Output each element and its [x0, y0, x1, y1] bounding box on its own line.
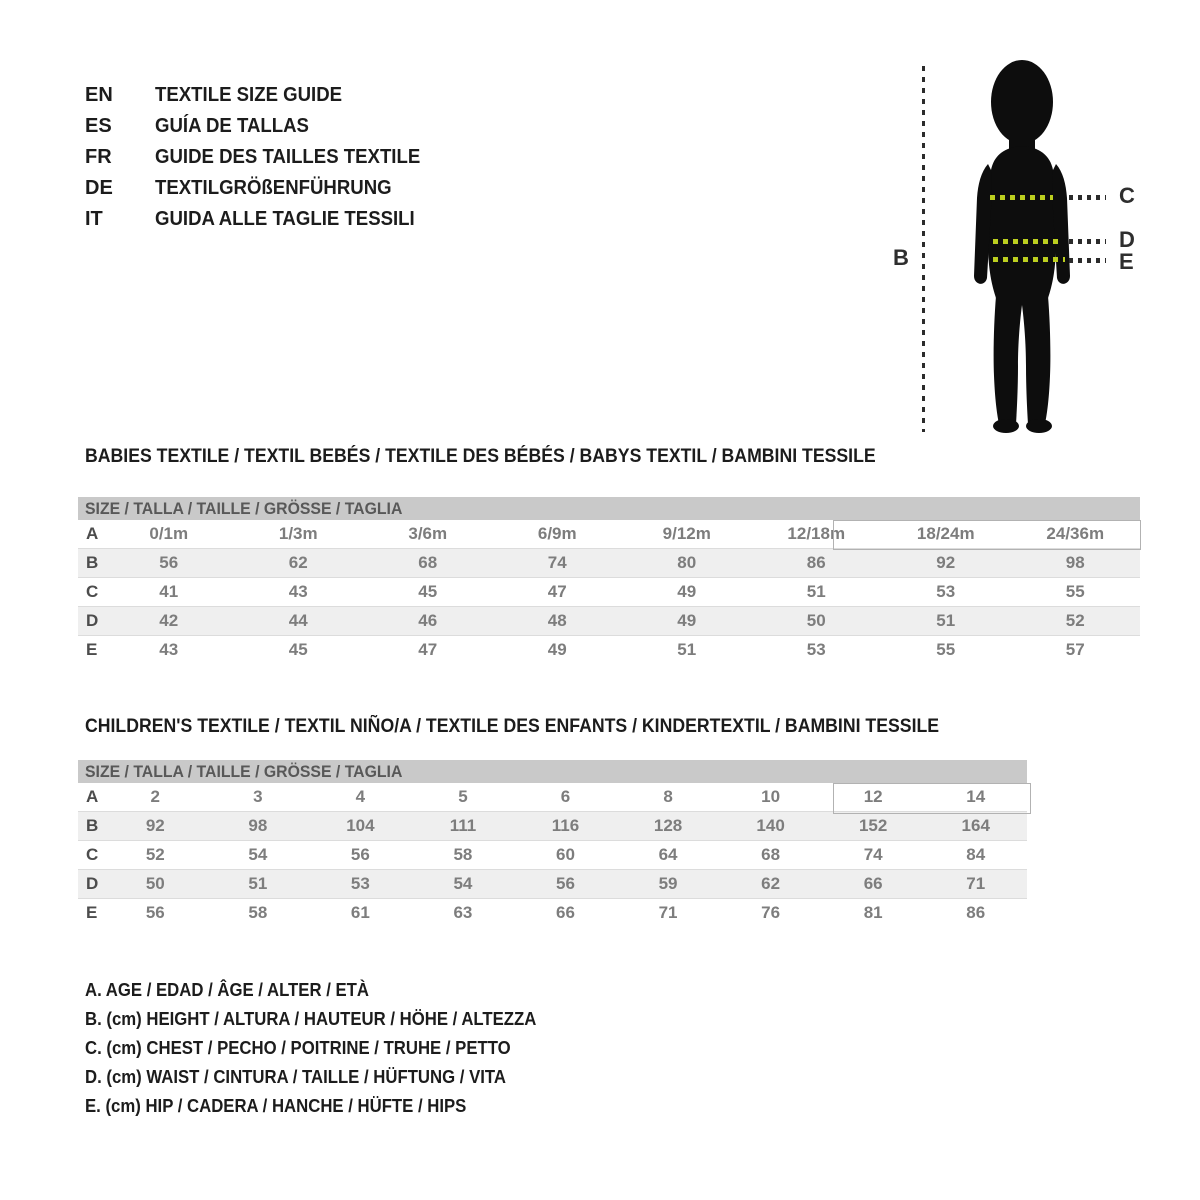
- size-cell: 3/6m: [408, 524, 448, 543]
- legend-chest-text: C. (cm) CHEST / PECHO / POITRINE / TRUHE / PETTO: [85, 1038, 511, 1058]
- babies-table-header: [78, 497, 1140, 520]
- size-cell: 84: [966, 845, 986, 864]
- size-cell: 6/9m: [537, 524, 577, 543]
- size-cell: 51: [677, 640, 697, 659]
- size-row-E: [78, 898, 1027, 927]
- size-cell: 56: [350, 845, 370, 864]
- lang-title-it: [155, 204, 440, 235]
- size-cell: 49: [677, 582, 697, 601]
- size-cell: 104: [346, 816, 375, 835]
- size-cell: 53: [350, 874, 370, 893]
- size-cell: 51: [806, 582, 826, 601]
- chest-measure-label: C: [1119, 183, 1135, 208]
- size-cell: 45: [288, 640, 308, 659]
- lang-title-fr-text: GUIDE DES TAILLES TEXTILE: [155, 146, 421, 168]
- size-cell: 3: [253, 787, 263, 806]
- lang-title-fr: [155, 142, 440, 173]
- size-cell: 140: [756, 816, 785, 835]
- row-label: D: [86, 611, 99, 630]
- waist-dotted-line-accent: [993, 239, 1063, 244]
- size-cell: 56: [145, 903, 165, 922]
- size-cell: 56: [159, 553, 179, 572]
- legend-waist-text: D. (cm) WAIST / CINTURA / TAILLE / HÜFTUNG / VITA: [85, 1067, 506, 1087]
- size-cell: 74: [863, 845, 883, 864]
- size-cell: 57: [1065, 640, 1085, 659]
- size-row-B: [78, 548, 1140, 577]
- size-cell: 2: [150, 787, 160, 806]
- measurement-legend: [85, 976, 570, 1121]
- chest-dotted-line-accent: [990, 195, 1053, 200]
- chest-dotted-line-lead: [1069, 195, 1106, 200]
- lang-title-es: [155, 111, 440, 142]
- size-cell: 47: [418, 640, 438, 659]
- size-cell: 50: [806, 611, 826, 630]
- size-cell: 48: [547, 611, 567, 630]
- size-cell: 58: [453, 845, 473, 864]
- height-measure-label: B: [893, 245, 909, 270]
- size-cell: 8: [663, 787, 673, 806]
- lang-code-fr: FR: [85, 146, 112, 168]
- size-cell: 116: [551, 816, 580, 835]
- size-cell: 152: [858, 816, 888, 835]
- row-label: E: [86, 903, 98, 922]
- size-cell: 1/3m: [278, 524, 318, 543]
- lang-title-es-text: GUÍA DE TALLAS: [155, 115, 309, 137]
- size-cell: 71: [658, 903, 678, 922]
- size-cell: 63: [453, 903, 473, 922]
- size-cell: 76: [761, 903, 781, 922]
- size-cell: 4: [355, 787, 366, 806]
- size-cell: 45: [418, 582, 438, 601]
- size-cell: 24/36m: [1046, 524, 1105, 543]
- lang-code-es: ES: [85, 115, 112, 137]
- height-dashed-line: [922, 66, 925, 432]
- size-cell: 80: [677, 553, 697, 572]
- size-cell: 86: [806, 553, 826, 572]
- row-label: E: [86, 640, 98, 659]
- size-cell: 92: [145, 816, 165, 835]
- lang-code-en: EN: [85, 84, 113, 106]
- size-cell: 53: [936, 582, 956, 601]
- legend-age: [85, 976, 570, 1005]
- lang-title-de-text: TEXTILGRÖßENFÜHRUNG: [155, 177, 392, 199]
- size-row-E: [78, 635, 1140, 664]
- size-row-C: [78, 840, 1027, 869]
- legend-hip: [85, 1092, 570, 1121]
- legend-waist: [85, 1063, 570, 1092]
- lang-code-it: IT: [85, 208, 103, 230]
- size-cell: 164: [961, 816, 990, 835]
- size-cell: 10: [761, 787, 781, 806]
- size-cell: 60: [556, 845, 575, 864]
- size-cell: 68: [418, 553, 438, 572]
- hip-measure-label: E: [1119, 249, 1134, 274]
- size-cell: 62: [288, 553, 308, 572]
- size-cell: 44: [288, 611, 308, 630]
- size-cell: 68: [761, 845, 781, 864]
- lang-title-en-text: TEXTILE SIZE GUIDE: [155, 84, 343, 106]
- size-cell: 54: [453, 874, 473, 893]
- children-highlight-box: [833, 783, 1031, 814]
- lang-code-de: DE: [85, 177, 113, 199]
- language-title-list: [85, 80, 440, 235]
- size-cell: 55: [1065, 582, 1085, 601]
- size-cell: 51: [936, 611, 956, 630]
- size-cell: 66: [863, 874, 883, 893]
- size-cell: 9/12m: [662, 524, 711, 543]
- size-cell: 52: [1065, 611, 1085, 630]
- size-row-D: [78, 606, 1140, 635]
- size-cell: 42: [159, 611, 179, 630]
- size-cell: 62: [761, 874, 781, 893]
- child-silhouette-icon: [963, 58, 1083, 438]
- hip-dotted-line-accent: [993, 257, 1065, 262]
- size-cell: 43: [288, 582, 308, 601]
- size-cell: 58: [248, 903, 268, 922]
- size-cell: 49: [677, 611, 697, 630]
- size-cell: 81: [863, 903, 883, 922]
- row-label: B: [86, 553, 99, 572]
- lang-title-en: [155, 80, 440, 111]
- legend-height-text: B. (cm) HEIGHT / ALTURA / HAUTEUR / HÖHE / ALTEZZA: [85, 1009, 537, 1029]
- children-section-heading-text: CHILDREN'S TEXTILE / TEXTIL NIÑO/A / TEXTILE DES ENFANTS / KINDERTEXTIL / BAMBINI TESSILE: [85, 716, 940, 737]
- children-table-header: [78, 760, 1027, 783]
- size-cell: 53: [806, 640, 826, 659]
- legend-height: [85, 1005, 570, 1034]
- size-cell: 5: [458, 787, 468, 806]
- legend-hip-text: E. (cm) HIP / CADERA / HANCHE / HÜFTE / HIPS: [85, 1096, 467, 1116]
- babies-section-heading-text: BABIES TEXTILE / TEXTIL BEBÉS / TEXTILE DES BÉBÉS / BABYS TEXTIL / BAMBINI TESSILE: [85, 446, 876, 467]
- size-cell: 86: [966, 903, 986, 922]
- size-cell: 66: [556, 903, 575, 922]
- hip-dotted-line-lead: [1069, 258, 1106, 263]
- size-cell: 61: [350, 903, 370, 922]
- size-cell: 49: [547, 640, 567, 659]
- legend-age-text: A. AGE / EDAD / ÂGE / ALTER / ETÀ: [85, 980, 369, 1000]
- children-table-header-text: SIZE / TALLA / TAILLE / GRÖSSE / TAGLIA: [85, 761, 403, 781]
- row-label: C: [86, 845, 99, 864]
- row-label: C: [86, 582, 99, 601]
- size-cell: 41: [159, 582, 179, 601]
- babies-highlight-box: [833, 520, 1141, 550]
- size-cell: 14: [966, 787, 986, 806]
- size-cell: 55: [936, 640, 956, 659]
- row-label: A: [86, 787, 99, 806]
- waist-measure-label: D: [1119, 227, 1135, 252]
- size-cell: 6: [560, 787, 571, 806]
- size-cell: 54: [248, 845, 268, 864]
- babies-section-heading: [85, 446, 935, 468]
- size-cell: 92: [936, 553, 956, 572]
- size-cell: 98: [248, 816, 268, 835]
- size-cell: 12/18m: [787, 524, 846, 543]
- size-cell: 50: [145, 874, 165, 893]
- size-cell: 18/24m: [916, 524, 975, 543]
- size-cell: 111: [449, 816, 477, 835]
- size-cell: 74: [547, 553, 567, 572]
- size-cell: 47: [547, 582, 567, 601]
- size-cell: 98: [1065, 553, 1085, 572]
- legend-chest: [85, 1034, 570, 1063]
- size-cell: 46: [418, 611, 438, 630]
- size-cell: 51: [248, 874, 268, 893]
- waist-dotted-line-lead: [1069, 239, 1106, 244]
- size-cell: 52: [145, 845, 165, 864]
- size-cell: 128: [653, 816, 683, 835]
- size-row-B: [78, 811, 1027, 840]
- size-row-D: [78, 869, 1027, 898]
- children-section-heading: [85, 716, 1003, 738]
- babies-table-header-text: SIZE / TALLA / TAILLE / GRÖSSE / TAGLIA: [85, 498, 403, 518]
- size-cell: 43: [159, 640, 179, 659]
- size-cell: 71: [966, 874, 986, 893]
- size-cell: 56: [556, 874, 575, 893]
- lang-title-it-text: GUIDA ALLE TAGLIE TESSILI: [155, 208, 415, 230]
- lang-title-de: [155, 173, 440, 204]
- row-label: A: [86, 524, 99, 543]
- size-cell: 59: [658, 874, 678, 893]
- size-cell: 64: [658, 845, 678, 864]
- size-row-C: [78, 577, 1140, 606]
- size-cell: 12: [863, 787, 883, 806]
- row-label: B: [86, 816, 99, 835]
- size-cell: 0/1m: [149, 524, 189, 543]
- row-label: D: [86, 874, 99, 893]
